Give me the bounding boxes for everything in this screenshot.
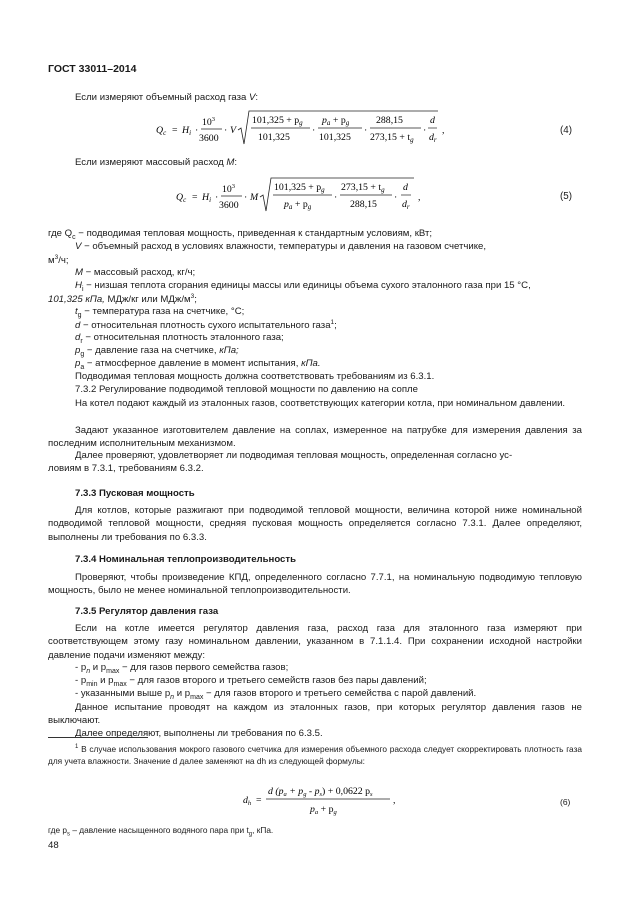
footnote-where: где $p_s$ – давление насыщенного водяного пара при $t_g$, кПа. bbox=[48, 825, 274, 838]
def-tg: $t_g$ − температура газа на счетчике, °С; bbox=[75, 306, 245, 319]
eq5-num1: $101,325 + p_g$ bbox=[274, 182, 325, 194]
equation-4 bbox=[150, 108, 450, 150]
para-requirements-635: Далее определяют, выполнены ли требования по 6.3.5. bbox=[75, 728, 323, 739]
section-734-heading: 7.3.4 Номинальная теплопроизводительность bbox=[75, 554, 296, 565]
eq4-dr: $d_r$ bbox=[429, 132, 437, 144]
eq6-number: (6) bbox=[560, 797, 571, 807]
def-hi-line2: 101,325 кПа, МДж/кг или МДж/$м^3$; bbox=[48, 293, 197, 306]
eq5-dot1: · bbox=[215, 192, 219, 203]
footnote: $^1$ В случае использования мокрого газового счетчика для измерения объемного расхода следует скорректировать плотность газа для учета влажности. Значение d далее заменяют на dh из следующей формулы: bbox=[48, 743, 582, 766]
eq4-comma: , bbox=[442, 125, 445, 136]
para-check-line2: ловиям в 7.3.1, требованиям 6.3.2. bbox=[48, 463, 204, 474]
def-qc: где $Q_c$ − подводимая тепловая мощность, приведенная к стандартным условиям, кВт; bbox=[48, 228, 433, 241]
eq4-dot4: · bbox=[364, 125, 368, 136]
eq5-dot2: · bbox=[244, 192, 248, 203]
list-item-pressure-pair: - указанными выше $p_n$ и $p_{max}$ − для газов второго и третьего семейства с парой давлений. bbox=[75, 688, 477, 701]
def-v-units: $м^3/ч$; bbox=[48, 254, 69, 267]
para-ignition-power: Для котлов, которые разжигают при подводимой тепловой мощности, величина которой ниже номинальной подводимой тепловой мощности, средняя пусковая мощность определяется согласно 7.3.1. Далее определяют, выполнены ли требования по 6.3.3. bbox=[48, 505, 582, 543]
para-gas-regulator: Если на котле имеется регулятор давления газа, расход газа для эталонного газа измеряют при соответствующем этому газу номинальном давлении, указанном в 7.1.1.4. При сохранении исходной настройки давление подачи изменяют между: bbox=[48, 623, 582, 661]
eq5-dot4: · bbox=[394, 192, 398, 203]
intro-mass-line: Если измеряют массовый расход M: bbox=[75, 157, 238, 168]
eq5-dr: $d_r$ bbox=[402, 199, 410, 211]
eq4-dot5: · bbox=[423, 125, 427, 136]
eq4-dot2: · bbox=[224, 125, 228, 136]
eq4-den2: 101,325 bbox=[319, 132, 351, 143]
eq5-qc: $Q_c$ bbox=[176, 192, 187, 204]
def-m: M − массовый расход, кг/ч; bbox=[75, 267, 196, 278]
equation-6 bbox=[240, 782, 410, 820]
eq6-dh: $d_h$ bbox=[243, 795, 252, 807]
list-item-first-family: - $p_n$ и $p_{max}$ − для газов первого семейства газов; bbox=[75, 662, 289, 675]
footnote-divider bbox=[48, 737, 148, 738]
para-each-gas-test: Данное испытание проводят на каждом из эталонных газов, при которых регулятор давления газов не выключают. bbox=[48, 702, 582, 727]
eq4-den3: $273,15 + t_g$ bbox=[370, 132, 414, 144]
page-number: 48 bbox=[48, 840, 59, 851]
intro-volume-line: Если измеряют объемный расход газа V: bbox=[75, 92, 259, 103]
para-reference-gases: На котел подают каждый из эталонных газов, соответствующих категории котла, при номинальном давлении. bbox=[75, 398, 566, 409]
eq5-hi: $H_i$ bbox=[202, 192, 212, 204]
def-pg: $p_g$ − давление газа на счетчике, кПа; bbox=[75, 345, 239, 358]
eq5-m: M bbox=[250, 192, 259, 203]
equation-5 bbox=[170, 175, 430, 217]
eq5-comma: , bbox=[418, 192, 421, 203]
para-power-requirements: Подводимая тепловая мощность должна соответствовать требованиям из 6.3.1. bbox=[75, 371, 435, 382]
eq6-equals: = bbox=[256, 795, 262, 806]
def-v: V − объемный расход в условиях влажности, температуры и давления на газовом счетчике, bbox=[75, 241, 487, 252]
eq4-v: V bbox=[230, 125, 236, 136]
eq5-ten-cubed: $10^3$ bbox=[222, 183, 236, 195]
list-item-no-pair: - $p_{min}$ и $p_{max}$ − для газов второго и третьего семейств газов без пары давлений; bbox=[75, 675, 427, 688]
def-pa: $p_a$ − атмосферное давление в момент испытания, кПа. bbox=[75, 358, 321, 371]
eq6-numerator: d $(p_a + p_g - p_s) + 0,0622$ $p_s$ bbox=[268, 786, 373, 798]
eq5-number: (5) bbox=[560, 191, 572, 202]
eq6-comma: , bbox=[393, 795, 396, 806]
para-nominal-output: Проверяют, чтобы произведение КПД, определенного согласно 7.7.1, на номинальную подводимую тепловую мощность, было не менее номинальной теплопроизводительности. bbox=[48, 572, 582, 597]
eq4-hi: $H_i$ bbox=[182, 125, 192, 137]
eq5-dot3: · bbox=[334, 192, 338, 203]
eq4-ten-cubed: $10^3$ bbox=[202, 116, 216, 128]
para-nozzle-pressure: Задают указанное изготовителем давление на соплах, измеренное на патрубке для измерения давления за последним исполнительным механизмом. bbox=[48, 425, 582, 450]
eq5-d: d bbox=[403, 182, 408, 193]
eq4-qc: $Q_c$ bbox=[156, 125, 167, 137]
def-hi: $H_i$ − низшая теплота сгорания единицы массы или единицы объема сухого эталонного газа при 15 °С, bbox=[75, 280, 531, 293]
eq5-den2: 288,15 bbox=[350, 199, 377, 210]
eq4-dot1: · bbox=[195, 125, 199, 136]
eq4-dot3: · bbox=[312, 125, 316, 136]
eq4-d: d bbox=[430, 115, 435, 126]
eq4-num2: $p_a + p_g$ bbox=[322, 115, 350, 127]
eq5-num2: $273,15 + t_g$ bbox=[341, 182, 385, 194]
eq4-num1: $101,325 + p_g$ bbox=[252, 115, 303, 127]
eq4-number: (4) bbox=[560, 125, 572, 136]
para-check-line1: Далее проверяют, удовлетворяет ли подводимая тепловая мощность, определенная согласно ус- bbox=[75, 450, 513, 461]
eq5-3600: 3600 bbox=[219, 200, 239, 211]
eq4-equals: = bbox=[172, 125, 178, 136]
def-d: d − относительная плотность сухого испытательного газа$^1$; bbox=[75, 319, 337, 332]
eq4-den1: 101,325 bbox=[258, 132, 290, 143]
eq4-num3: 288,15 bbox=[376, 115, 403, 126]
def-dr: $d_r$ − относительная плотность эталонного газа; bbox=[75, 332, 284, 345]
standard-header: ГОСТ 33011–2014 bbox=[48, 63, 137, 75]
section-733-heading: 7.3.3 Пусковая мощность bbox=[75, 488, 195, 499]
eq5-den1: $p_a + p_g$ bbox=[284, 199, 312, 211]
section-735-heading: 7.3.5 Регулятор давления газа bbox=[75, 606, 219, 617]
eq6-denominator: $p_a + p_g$ bbox=[310, 804, 337, 816]
section-732-heading: 7.3.2 Регулирование подводимой тепловой мощности по давлению на сопле bbox=[75, 384, 418, 395]
eq5-equals: = bbox=[192, 192, 198, 203]
eq4-3600: 3600 bbox=[199, 133, 219, 144]
